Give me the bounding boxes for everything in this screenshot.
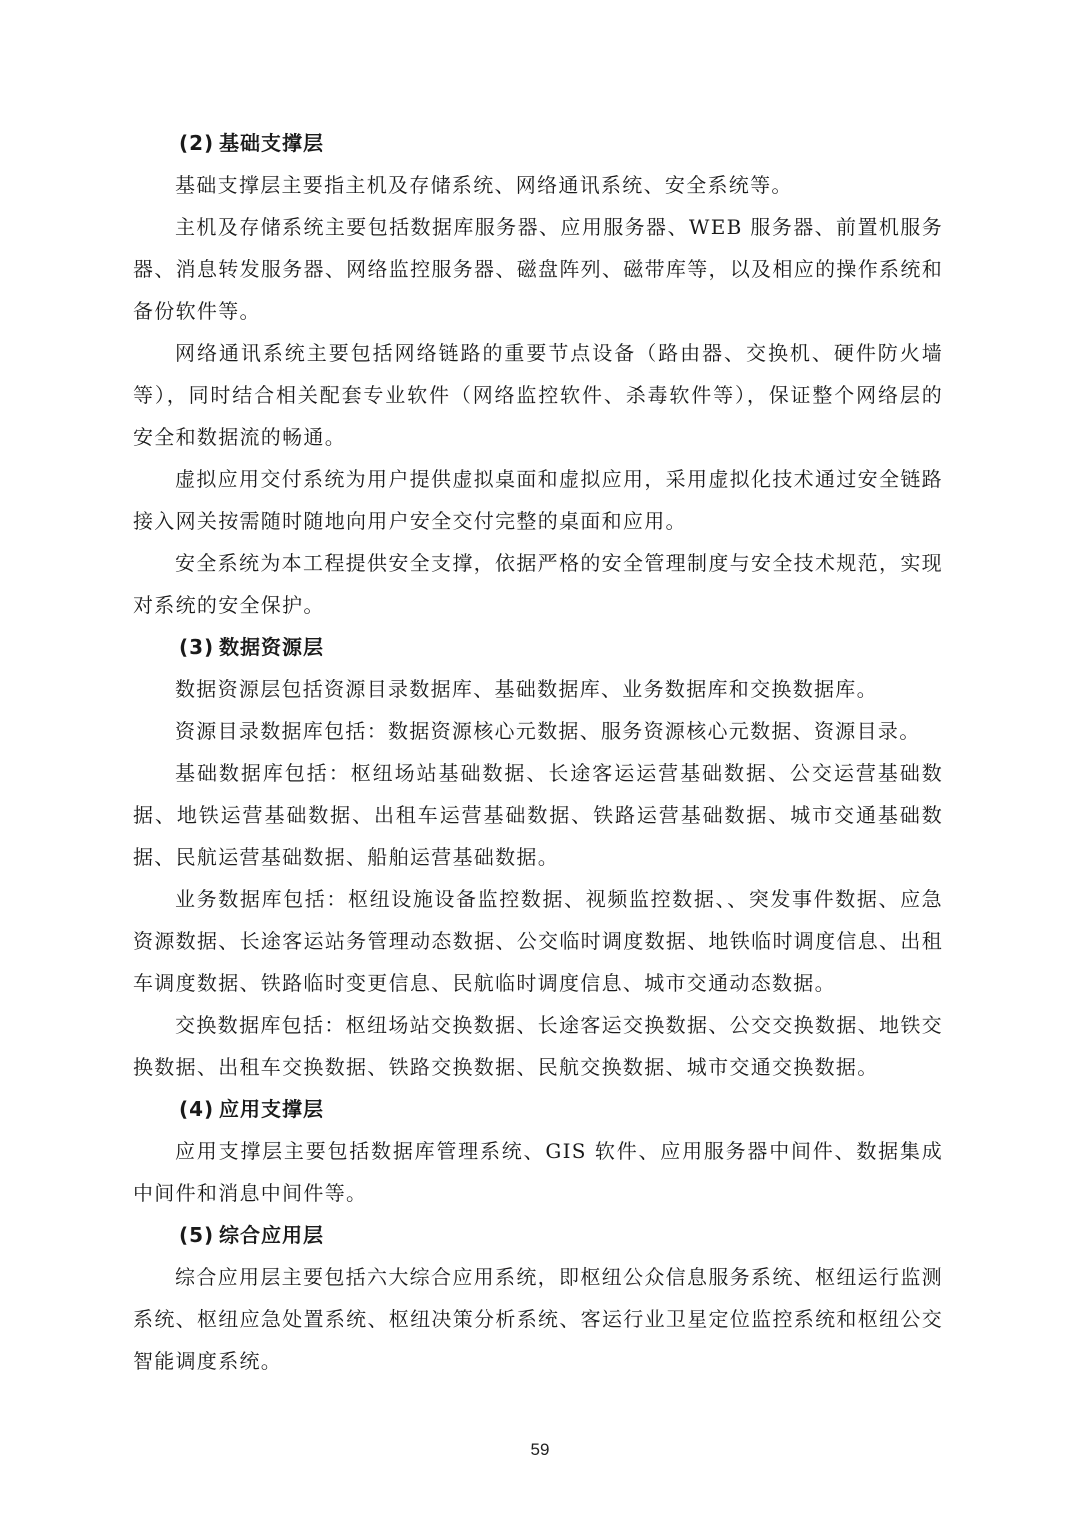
section-heading-5 <box>133 1214 943 1256</box>
paragraph: 应用支撑层主要包括数据库管理系统、GIS 软件、应用服务器中间件、数据集成中间件和消息中间件等。 <box>133 1139 943 1205</box>
section-title: 应用支撑层 <box>219 1097 324 1121</box>
section-number: (4) <box>179 1097 215 1121</box>
section-number: (3) <box>179 635 215 659</box>
paragraph: 基础数据库包括：枢纽场站基础数据、长途客运运营基础数据、公交运营基础数据、地铁运营基础数据、出租车运营基础数据、铁路运营基础数据、城市交通基础数据、民航运营基础数据、船舶运营基础数据。 <box>133 761 943 869</box>
paragraph: 主机及存储系统主要包括数据库服务器、应用服务器、WEB 服务器、前置机服务器、消息转发服务器、网络监控服务器、磁盘阵列、磁带库等，以及相应的操作系统和备份软件等。 <box>133 215 943 323</box>
section-heading-3 <box>133 626 943 668</box>
paragraph: 虚拟应用交付系统为用户提供虚拟桌面和虚拟应用，采用虚拟化技术通过安全链路接入网关按需随时随地向用户安全交付完整的桌面和应用。 <box>133 467 943 533</box>
section-number: (2) <box>179 131 215 155</box>
section-title: 综合应用层 <box>219 1223 324 1247</box>
section-title: 基础支撑层 <box>219 131 324 155</box>
paragraph: 交换数据库包括：枢纽场站交换数据、长途客运交换数据、公交交换数据、地铁交换数据、出租车交换数据、铁路交换数据、民航交换数据、城市交通交换数据。 <box>133 1013 943 1079</box>
paragraph: 网络通讯系统主要包括网络链路的重要节点设备（路由器、交换机、硬件防火墙等），同时结合相关配套专业软件（网络监控软件、杀毒软件等），保证整个网络层的安全和数据流的畅通。 <box>133 341 943 449</box>
paragraph: 综合应用层主要包括六大综合应用系统，即枢纽公众信息服务系统、枢纽运行监测系统、枢纽应急处置系统、枢纽决策分析系统、客运行业卫星定位监控系统和枢纽公交智能调度系统。 <box>133 1265 943 1373</box>
section-heading-4 <box>133 1088 943 1130</box>
paragraph: 数据资源层包括资源目录数据库、基础数据库、业务数据库和交换数据库。 <box>175 677 878 701</box>
section-title: 数据资源层 <box>219 635 324 659</box>
section-number: (5) <box>179 1223 215 1247</box>
section-heading-2 <box>133 122 943 164</box>
paragraph: 安全系统为本工程提供安全支撑，依据严格的安全管理制度与安全技术规范，实现对系统的安全保护。 <box>133 551 943 617</box>
page-content <box>133 122 943 1382</box>
paragraph: 资源目录数据库包括：数据资源核心元数据、服务资源核心元数据、资源目录。 <box>175 719 921 743</box>
paragraph: 基础支撑层主要指主机及存储系统、网络通讯系统、安全系统等。 <box>175 173 793 197</box>
page-number: 59 <box>530 1440 550 1459</box>
paragraph: 业务数据库包括：枢纽设施设备监控数据、视频监控数据、、突发事件数据、应急资源数据、长途客运站务管理动态数据、公交临时调度数据、地铁临时调度信息、出租车调度数据、铁路临时变更信息、民航临时调度信息、城市交通动态数据。 <box>133 887 943 995</box>
